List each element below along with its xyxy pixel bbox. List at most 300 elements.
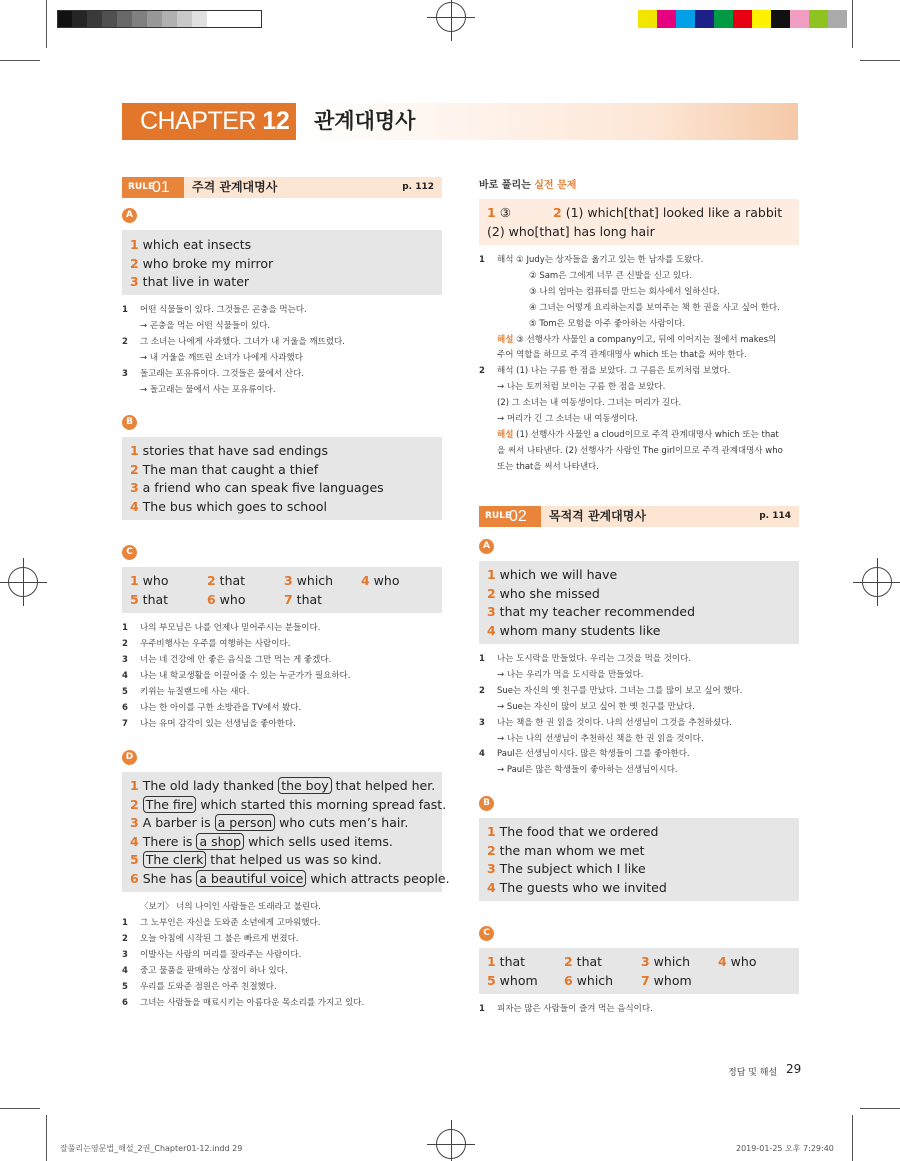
answer-number: 5 (487, 973, 496, 988)
explanation-body: Sue는 자신의 옛 친구를 만났다. 그녀는 그를 많이 보고 싶어 했다. (497, 685, 743, 696)
explanation-number: 3 (122, 369, 128, 379)
explanation-number: 1 (122, 305, 128, 315)
rule-01-header (122, 177, 442, 198)
crop-mark (852, 1115, 853, 1161)
answer-item (487, 878, 667, 897)
explanation-line (122, 931, 452, 947)
antecedent-box: The clerk (143, 851, 207, 868)
explanation-body: → 머리가 긴 그 소녀는 내 여동생이다. (497, 414, 638, 424)
answer-text: that (138, 592, 169, 607)
answer-text: that (215, 573, 246, 588)
crop-mark (46, 1115, 47, 1161)
antecedent-box: a shop (196, 833, 244, 850)
answer-number: 5 (130, 592, 139, 607)
answer-item (564, 952, 602, 971)
answer-item (130, 460, 318, 479)
explanation-text (529, 268, 692, 284)
answer-item (130, 795, 446, 814)
explanation-number: 1 (479, 1004, 485, 1014)
explanation-body: 을 써서 나타낸다. (2) 선행사가 사람인 The girl이므로 주격 관계대명사 who (497, 445, 783, 456)
explanation-body: ② Sam은 그에게 너무 큰 신발을 신고 있다. (529, 270, 693, 281)
crop-mark (852, 0, 853, 48)
chapter-header (122, 103, 798, 140)
answer-number: 7 (284, 592, 293, 607)
explanation-line (479, 762, 809, 778)
answer-number: 3 (130, 815, 139, 830)
explanation-text (140, 382, 276, 398)
explanation-number: 5 (122, 982, 128, 992)
answer-text: stories that have sad endings (138, 443, 328, 458)
explanation-text (497, 332, 776, 348)
explanation-number: 4 (122, 671, 128, 681)
answer-number: 4 (361, 573, 370, 588)
explanation-body: → Sue는 자신이 많이 보고 싶어 한 옛 친구를 만났다. (497, 701, 695, 712)
registration-mark-top (436, 2, 466, 32)
explanation-line (479, 411, 809, 427)
explanation-number: 4 (122, 966, 128, 976)
explanation-line (479, 427, 809, 443)
answer-item (718, 952, 756, 971)
answer-item (130, 478, 384, 497)
explanation-number: 3 (479, 717, 485, 728)
explanation-line (122, 302, 452, 318)
rule-title: 주격 관계대명사 (192, 180, 278, 194)
answer-item (487, 565, 617, 584)
answer-item (130, 590, 168, 609)
chapter-title: 관계대명사 (314, 109, 416, 133)
explanation-line (122, 334, 452, 350)
explanation-number: 2 (122, 639, 128, 649)
practice-title (479, 176, 576, 191)
color-swatch (752, 10, 771, 28)
explanation-text (497, 667, 644, 683)
answer-item (130, 832, 393, 851)
crop-mark (0, 60, 40, 61)
explanation-text (140, 979, 277, 995)
explanation-line (122, 915, 452, 931)
answer-number: 3 (130, 480, 139, 496)
explanation-body: 우리를 도와준 점원은 아주 친절했다. (140, 982, 277, 992)
answer-item (130, 813, 408, 832)
answer-pre: There is (142, 833, 197, 849)
explanation-line (479, 363, 809, 379)
answer-number: 4 (487, 880, 496, 896)
answer-item (564, 971, 613, 990)
answer-text: which we will have (495, 567, 618, 582)
explanation-text (140, 350, 303, 366)
answer-item (487, 841, 645, 860)
answer-item (487, 602, 695, 621)
answer-item (130, 272, 249, 291)
explanation-body: → 돌고래는 물에서 사는 포유류이다. (140, 385, 276, 395)
antecedent-box: The fire (143, 796, 197, 813)
explanation-body: 해석 (1) 나는 구름 한 점을 보았다. 그 구름은 토끼처럼 보였다. (497, 366, 731, 377)
explanation-number: 6 (122, 998, 128, 1008)
explanation-body: 나는 책을 한 권 읽을 것이다. 나의 선생님이 그것을 추천하셨다. (497, 717, 732, 728)
explanation-body: 그 노부인은 자신을 도와준 소년에게 고마워했다. (140, 918, 321, 928)
answer-item (130, 235, 251, 254)
answer-text: whom many students like (495, 623, 661, 639)
color-swatch (828, 10, 847, 28)
explanation-text (140, 366, 304, 382)
answer-text: The guests who we invited (495, 880, 667, 896)
section-c-badge: C (479, 926, 494, 941)
section-d-badge: D (122, 750, 137, 765)
answer-item (130, 571, 168, 590)
practice-line-1 (487, 203, 511, 222)
color-swatch (809, 10, 828, 28)
answer-number: 6 (564, 973, 573, 988)
answer-text: that live in water (138, 274, 250, 290)
explanation-body: 나의 부모님은 나를 언제나 믿어주시는 분들이다. (140, 623, 321, 633)
answer-item (641, 971, 692, 990)
answer-pre: The old lady thanked (142, 778, 279, 793)
explanation-body: ③ 선행사가 사물인 a company이고, 뒤에 이어지는 절에서 makes의 (513, 334, 777, 345)
registration-mark-bottom (436, 1129, 466, 1159)
explanation-text (140, 963, 288, 979)
practice-line-1b (553, 203, 782, 222)
answer-item (284, 571, 333, 590)
explanation-body: Paul은 선생님이시다. 많은 학생들이 그를 좋아한다. (497, 749, 690, 760)
explanation-text (140, 318, 270, 334)
explanation-label: 해설 (497, 334, 514, 345)
explanation-number: 2 (122, 934, 128, 944)
answer-number: 1 (487, 567, 496, 582)
explanation-line (479, 746, 809, 762)
answer-number: 7 (641, 973, 650, 988)
answer-text: who (369, 573, 400, 588)
explanation-text (140, 700, 301, 716)
practice-num-1: 1 (487, 205, 496, 220)
answer-number: 1 (130, 573, 139, 588)
practice-title-pre: 바로 풀리는 (479, 180, 535, 191)
explanation-text (497, 347, 747, 363)
explanation-body: 나는 유머 감각이 있는 선생님을 좋아한다. (140, 719, 296, 729)
explanation-line (479, 252, 809, 268)
answer-text: who she missed (495, 585, 600, 601)
rule-page: p. 112 (402, 182, 434, 192)
section-c-badge: C (122, 545, 137, 560)
practice-answer-1: ③ (499, 205, 511, 220)
answer-item (641, 952, 690, 971)
explanation-line (479, 316, 809, 332)
answer-item (130, 254, 273, 273)
explanation-text (140, 636, 290, 652)
explanation-line (479, 284, 809, 300)
explanation-body: 이발사는 사람의 머리를 잘라주는 사람이다. (140, 950, 302, 960)
explanation-line (479, 395, 809, 411)
answer-text: whom (649, 973, 692, 988)
explanation-line (122, 947, 452, 963)
explanation-text (497, 731, 704, 747)
explanation-line (122, 700, 452, 716)
explanation-line (479, 1001, 809, 1017)
answer-post: which attracts people. (306, 870, 450, 886)
answer-number: 4 (487, 623, 496, 639)
explanation-body: 오늘 아침에 시작된 그 불은 빠르게 번졌다. (140, 934, 299, 944)
explanation-text (140, 915, 320, 931)
answer-item (130, 850, 382, 869)
explanation-body: 나는 한 아이를 구한 소방관을 TV에서 봤다. (140, 703, 302, 713)
explanation-number: 1 (479, 255, 485, 265)
antecedent-box: a person (215, 814, 275, 831)
explanation-text (140, 716, 296, 732)
footer-date: 2019-01-25 오후 7:29:40 (736, 1144, 834, 1153)
explanation-line (122, 716, 452, 732)
rule-02-header (479, 506, 799, 527)
crop-mark (0, 1108, 40, 1109)
explanation-line (122, 620, 452, 636)
answer-number: 2 (130, 255, 139, 271)
answer-text: The man that caught a thief (138, 461, 319, 477)
answer-post: which sells used items. (244, 833, 393, 849)
explanation-body: 〈보기〉 너의 나이인 사람들은 또래라고 불린다. (140, 902, 322, 912)
explanation-body: 피자는 많은 사람들이 즐겨 먹는 음식이다. (497, 1004, 653, 1014)
chapter-label (122, 103, 296, 140)
explanation-line (122, 963, 452, 979)
answer-text: who (215, 592, 246, 607)
explanation-text (497, 395, 681, 411)
rule-number: 02 (509, 508, 527, 525)
explanation-text (140, 302, 307, 318)
answer-number: 2 (487, 842, 496, 858)
color-swatch (638, 10, 657, 28)
explanation-text (497, 427, 779, 443)
explanation-line (122, 652, 452, 668)
explanation-body: 주어 역할을 하므로 주격 관계대명사 which 또는 that을 써야 한다. (497, 350, 747, 361)
explanation-number: 1 (479, 654, 485, 664)
explanation-line (122, 899, 452, 915)
registration-mark-left (8, 567, 38, 597)
crop-mark (860, 1108, 900, 1109)
explanation-text (140, 947, 301, 963)
explanation-text (140, 652, 331, 668)
explanation-number: 4 (479, 749, 485, 760)
explanation-body: 중고 물품을 판매하는 상점이 하나 있다. (140, 966, 288, 976)
explanation-line (479, 300, 809, 316)
explanation-body: 또는 that을 써서 나타낸다. (497, 461, 599, 472)
explanation-text (140, 620, 320, 636)
answer-number: 2 (207, 573, 216, 588)
chapter-word: CHAPTER (140, 107, 256, 135)
explanation-text (140, 684, 249, 700)
explanation-number: 2 (122, 337, 128, 347)
answer-number: 1 (487, 824, 496, 839)
explanation-line (479, 379, 809, 395)
answer-item (487, 859, 646, 878)
explanation-text (497, 459, 599, 475)
explanation-text (529, 284, 720, 300)
explanation-body: 그녀는 사람들을 매료시키는 아름다운 목소리를 가지고 있다. (140, 998, 365, 1008)
explanation-label: 해설 (497, 429, 514, 440)
explanation-line (479, 443, 809, 459)
rule-label-text: RULE (485, 511, 512, 521)
explanation-body: 해석 ① Judy는 상자들을 옮기고 있는 한 남자를 도왔다. (497, 255, 704, 265)
answer-text: which (292, 573, 334, 588)
explanation-body: 나는 내 학교생활을 이끌어줄 수 있는 누군가가 필요하다. (140, 671, 351, 681)
answer-item (487, 621, 660, 640)
explanation-body: → 나는 토끼처럼 보이는 구름 한 점을 보았다. (497, 382, 666, 393)
explanation-number: 3 (122, 655, 128, 665)
answer-text: The subject which I like (495, 861, 646, 877)
page-number: 29 (786, 1062, 802, 1076)
explanation-text (529, 316, 685, 332)
explanation-text (497, 363, 730, 379)
answer-pre: She has (142, 870, 197, 886)
explanation-line (122, 995, 452, 1011)
explanation-line (122, 684, 452, 700)
explanation-body: → Paul은 많은 학생들이 좋아하는 선생님이시다. (497, 765, 678, 776)
answer-text: who (138, 573, 169, 588)
explanation-body: → 곤충을 먹는 어떤 식물들이 있다. (140, 321, 271, 331)
explanation-line (479, 667, 809, 683)
answer-text: The bus which goes to school (138, 499, 327, 515)
footer-file: 잘풀리는영문법_해설_2권_Chapter01-12.indd 29 (60, 1144, 243, 1153)
explanation-text (140, 668, 350, 684)
answer-post: that helped her. (331, 778, 436, 793)
answer-number: 2 (564, 954, 573, 969)
explanation-body: 돌고래는 포유류이다. 그것들은 물에서 산다. (140, 369, 305, 379)
crop-mark (860, 60, 900, 61)
explanation-number: 6 (122, 703, 128, 713)
answer-item (130, 441, 328, 460)
answer-number: 4 (130, 499, 139, 515)
explanation-number: 2 (479, 685, 485, 696)
answer-text: which (572, 973, 614, 988)
explanation-number: 7 (122, 719, 128, 729)
section-a-badge: A (479, 539, 494, 554)
answer-item (361, 571, 399, 590)
section-a-badge: A (122, 208, 137, 223)
answer-post: who cuts men’s hair. (275, 815, 409, 830)
answer-number: 3 (487, 861, 496, 877)
explanation-line (479, 459, 809, 475)
answer-number: 4 (718, 954, 727, 969)
antecedent-box: the boy (278, 777, 331, 794)
color-swatch (771, 10, 790, 28)
answer-item (487, 822, 658, 841)
explanation-number: 1 (122, 623, 128, 633)
crop-mark (46, 0, 47, 48)
explanation-line (122, 382, 452, 398)
answer-number: 4 (130, 833, 139, 849)
rule-label-text: RULE (128, 182, 155, 192)
explanation-text (529, 300, 780, 316)
explanation-line (479, 699, 809, 715)
rule-title: 목적격 관계대명사 (549, 509, 646, 523)
explanation-body: 키위는 뉴질랜드에 사는 새다. (140, 687, 250, 697)
explanation-line (479, 715, 809, 731)
explanation-line (122, 318, 452, 334)
explanation-text (140, 995, 364, 1011)
color-swatch (695, 10, 714, 28)
answer-item (130, 497, 327, 516)
explanation-text (497, 762, 678, 778)
answer-text: that my teacher recommended (495, 604, 696, 620)
explanation-text (140, 334, 345, 350)
explanation-body: ⑤ Tom은 모험을 아주 좋아하는 사람이다. (529, 318, 686, 329)
answer-text: whom (495, 973, 538, 988)
answer-post: which started this morning spread fast. (196, 796, 447, 812)
explanation-line (479, 683, 809, 699)
answer-number: 3 (487, 604, 496, 620)
explanation-line (122, 636, 452, 652)
explanation-number: 5 (122, 687, 128, 697)
answer-number: 1 (130, 237, 139, 252)
section-b-badge: B (122, 415, 137, 430)
answer-text: which (649, 954, 691, 969)
practice-answer-2: (1) which[that] looked like a rabbit (565, 205, 783, 220)
answer-number: 1 (130, 443, 139, 458)
answer-text: that (572, 954, 603, 969)
color-swatch (676, 10, 695, 28)
explanation-text (497, 746, 690, 762)
chapter-number: 12 (262, 107, 290, 135)
explanation-line (479, 731, 809, 747)
explanation-text (497, 1001, 653, 1017)
answer-number: 3 (641, 954, 650, 969)
explanation-line (122, 979, 452, 995)
answer-post: that helped us was so kind. (206, 852, 382, 867)
answer-text: the man whom we met (495, 842, 645, 858)
explanation-line (479, 332, 809, 348)
section-b-badge: B (479, 796, 494, 811)
explanation-line (479, 268, 809, 284)
explanation-line (122, 366, 452, 382)
explanation-text (497, 443, 783, 459)
rule-page: p. 114 (759, 511, 791, 521)
grey-swatch-frame (57, 10, 262, 28)
color-swatch (790, 10, 809, 28)
explanation-text (497, 683, 743, 699)
answer-text: The food that we ordered (495, 824, 659, 839)
answer-text: that (292, 592, 323, 607)
color-swatch (657, 10, 676, 28)
answer-number: 5 (130, 852, 139, 867)
explanation-body: 어떤 식물들이 있다. 그것들은 곤충을 먹는다. (140, 305, 307, 315)
explanation-text (497, 252, 703, 268)
answer-item (487, 971, 538, 990)
explanation-number: 2 (479, 366, 485, 377)
explanation-line (122, 350, 452, 366)
answer-number: 3 (284, 573, 293, 588)
explanation-text (497, 651, 691, 667)
explanation-body: → 내 거울을 깨뜨린 소녀가 나에게 사과했다 (140, 353, 303, 363)
explanation-line (122, 668, 452, 684)
explanation-body: 너는 네 건강에 안 좋은 음식을 그만 먹는 게 좋겠다. (140, 655, 332, 665)
practice-line-2: (2) who[that] has long hair (487, 224, 655, 239)
answer-text: who broke my mirror (138, 255, 274, 271)
answer-pre: A barber is (142, 815, 215, 830)
answer-item (487, 952, 525, 971)
answer-item (284, 590, 322, 609)
answer-number: 2 (130, 796, 139, 812)
rule-number: 01 (152, 179, 170, 196)
answer-number: 2 (487, 585, 496, 601)
explanation-body: ③ 나의 엄마는 컴퓨터를 만드는 회사에서 일하신다. (529, 286, 720, 297)
explanation-body: (2) 그 소녀는 내 여동생이다. 그녀는 머리가 길다. (497, 398, 682, 409)
explanation-body: → 나는 우리가 먹을 도시락을 만들었다. (497, 669, 644, 680)
explanation-text (497, 379, 665, 395)
footer-section: 정답 및 해설 (728, 1068, 778, 1078)
answer-item (207, 571, 245, 590)
answer-item (130, 776, 435, 795)
answer-number: 3 (130, 274, 139, 290)
explanation-line (479, 347, 809, 363)
explanation-text (497, 715, 732, 731)
answer-text: a friend who can speak five languages (138, 480, 384, 496)
answer-text: that (495, 954, 526, 969)
